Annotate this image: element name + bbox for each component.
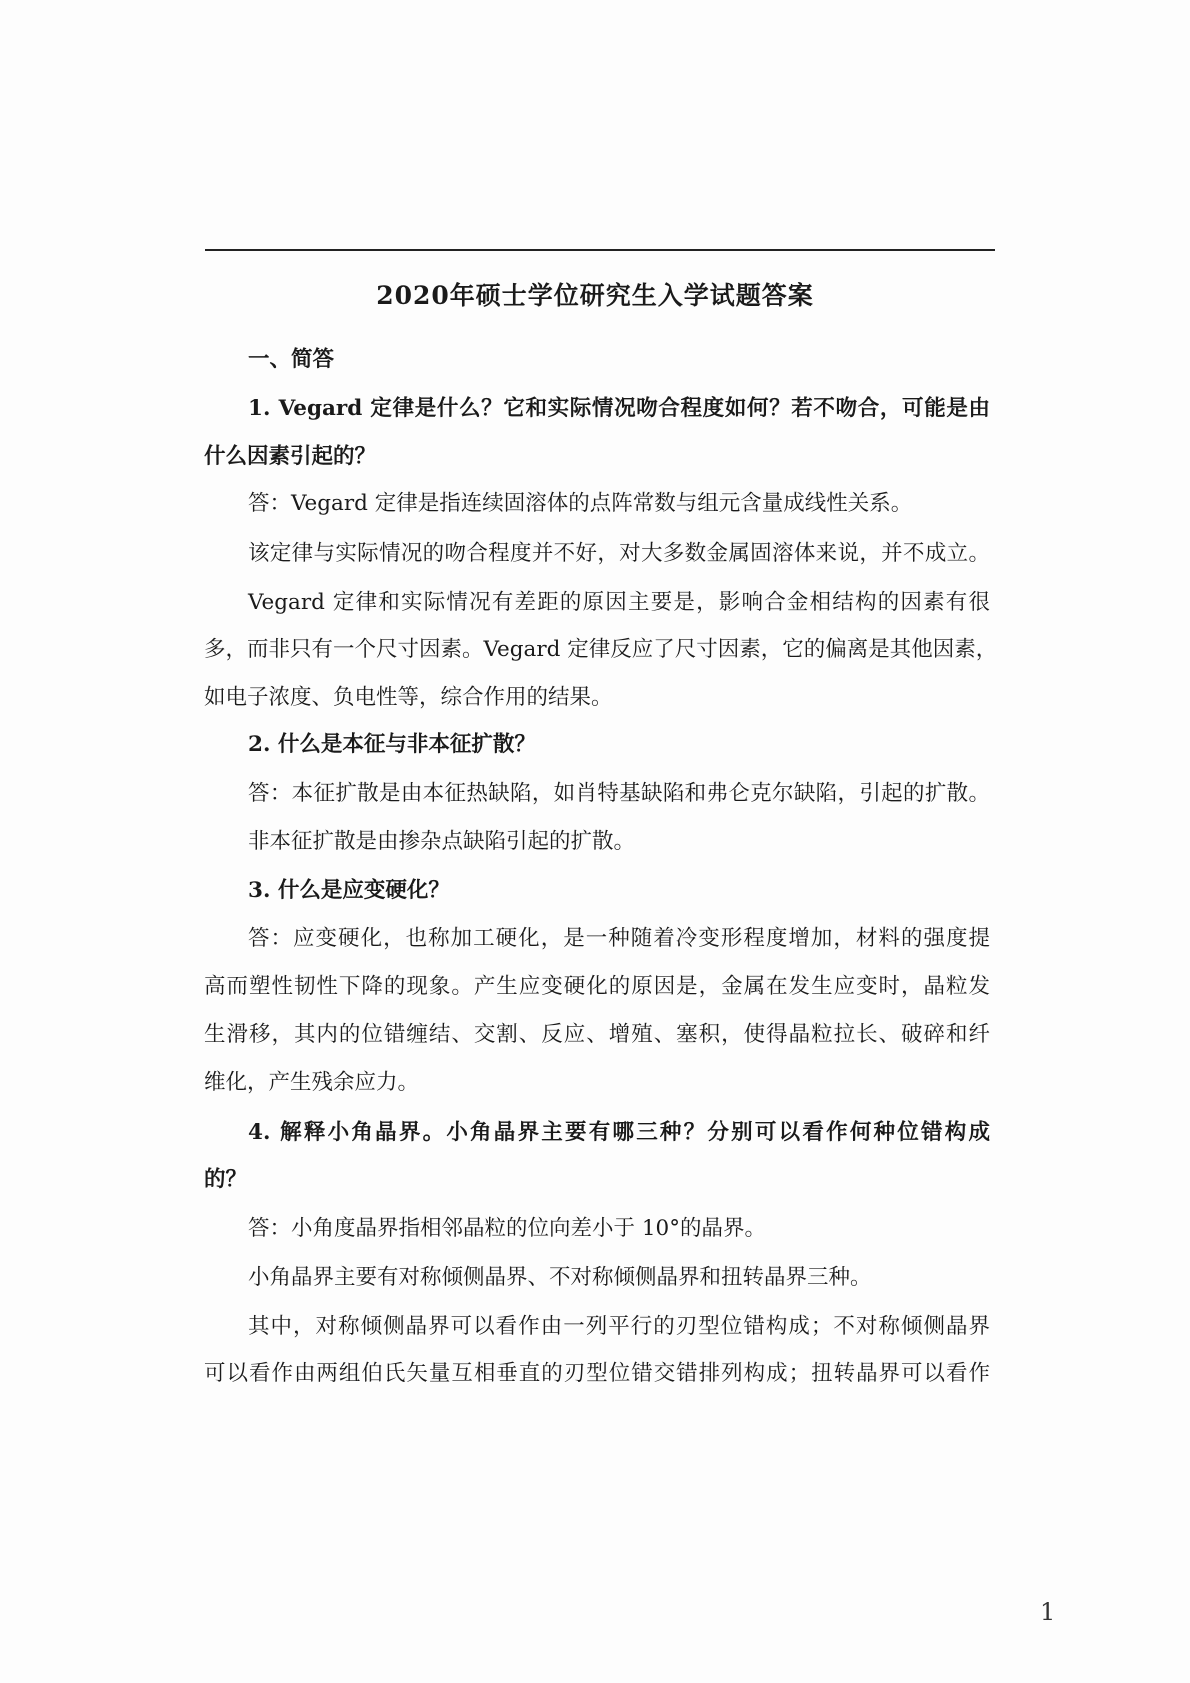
text-line: 答：小角度晶界指相邻晶粒的位向差小于 10°的晶界。: [248, 1216, 766, 1241]
text-line: 生滑移，其内的位错缠结、交割、反应、增殖、塞积，使得晶粒拉长、破碎和纤: [204, 1022, 990, 1047]
text-line: 维化，产生残余应力。: [204, 1070, 420, 1095]
question-line: 4. 解释小角晶界。小角晶界主要有哪三种？分别可以看作何种位错构成: [248, 1120, 990, 1145]
text-line: 高而塑性韧性下降的现象。产生应变硬化的原因是，金属在发生应变时，晶粒发: [204, 974, 990, 999]
text-line: 小角晶界主要有对称倾侧晶界、不对称倾侧晶界和扭转晶界三种。: [248, 1265, 872, 1290]
text-line: 该定律与实际情况的吻合程度并不好，对大多数金属固溶体来说，并不成立。: [248, 541, 990, 566]
text-line: 如电子浓度、负电性等，综合作用的结果。: [204, 685, 613, 710]
header-rule: [205, 249, 995, 251]
text-line: 可以看作由两组伯氏矢量互相垂直的刃型位错交错排列构成；扭转晶界可以看作: [204, 1361, 990, 1386]
text-line: 非本征扩散是由掺杂点缺陷引起的扩散。: [248, 829, 636, 854]
text-line: 答：本征扩散是由本征热缺陷，如肖特基缺陷和弗仑克尔缺陷，引起的扩散。: [248, 781, 990, 806]
page-title: 2020年硕士学位研究生入学试题答案: [376, 281, 814, 310]
text-line: Vegard 定律和实际情况有差距的原因主要是，影响合金相结构的因素有很: [248, 590, 990, 615]
text-line: 其中，对称倾侧晶界可以看作由一列平行的刃型位错构成；不对称倾侧晶界: [248, 1314, 990, 1339]
question-line: 3. 什么是应变硬化？: [248, 878, 450, 903]
question-line: 2. 什么是本征与非本征扩散？: [248, 732, 536, 757]
text-line: 答：应变硬化，也称加工硬化，是一种随着冷变形程度增加，材料的强度提: [248, 926, 990, 951]
question-line: 的？: [204, 1167, 248, 1192]
question-line: 1. Vegard 定律是什么？它和实际情况吻合程度如何？若不吻合，可能是由: [248, 396, 990, 421]
text-line: 答：Vegard 定律是指连续固溶体的点阵常数与组元含量成线性关系。: [248, 491, 913, 516]
text-line: 多，而非只有一个尺寸因素。Vegard 定律反应了尺寸因素，它的偏离是其他因素，: [204, 637, 998, 662]
question-line: 一、简答: [248, 347, 335, 372]
question-line: 什么因素引起的？: [204, 444, 377, 469]
page-number: 1: [1040, 1598, 1056, 1626]
